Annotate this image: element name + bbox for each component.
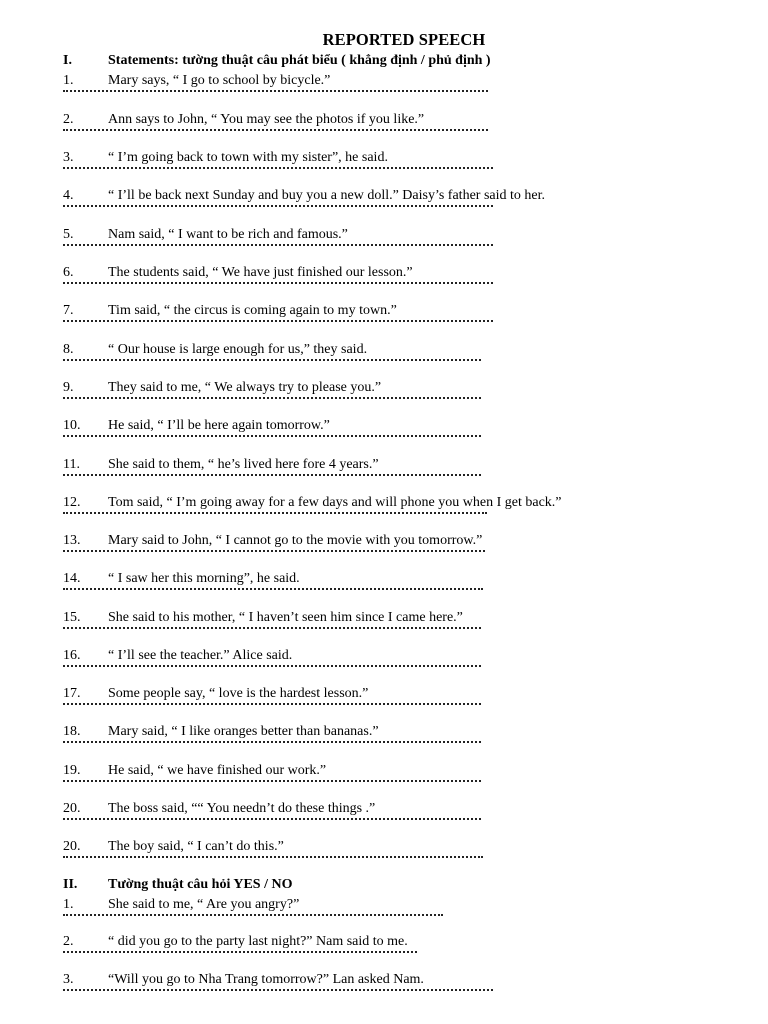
answer-line[interactable]: [63, 587, 483, 590]
exercise-sentence: Tom said, “ I’m going away for a few days and will phone you when I get back.”: [108, 495, 562, 510]
exercise-sentence: The boy said, “ I can’t do this.”: [108, 839, 284, 854]
exercise-number: 1.: [63, 73, 74, 88]
exercise-number: 8.: [63, 342, 74, 357]
section-heading-statements: [63, 51, 723, 71]
exercise-item: [63, 799, 723, 837]
exercise-item: [63, 932, 723, 970]
answer-line[interactable]: [63, 950, 417, 953]
exercise-number: 2.: [63, 934, 74, 949]
exercise-number: 7.: [63, 303, 74, 318]
exercise-item: [63, 416, 723, 454]
exercise-sentence: The boss said, ““ You needn’t do these things .”: [108, 801, 376, 816]
exercise-number: 1.: [63, 897, 74, 912]
exercise-item: [63, 895, 723, 933]
exercise-item: [63, 608, 723, 646]
exercise-sentence: “ Our house is large enough for us,” they said.: [108, 342, 368, 357]
exercise-sentence: Tim said, “ the circus is coming again to my town.”: [108, 303, 397, 318]
exercise-number: 6.: [63, 265, 74, 280]
exercise-number: 18.: [63, 724, 81, 739]
answer-line[interactable]: [63, 626, 481, 629]
section-number: I.: [63, 53, 72, 68]
answer-line[interactable]: [63, 128, 488, 131]
answer-line[interactable]: [63, 396, 481, 399]
exercise-sentence: They said to me, “ We always try to please you.”: [108, 380, 382, 395]
answer-line[interactable]: [63, 664, 481, 667]
exercise-sentence: Mary said, “ I like oranges better than bananas.”: [108, 724, 379, 739]
section-title: Statements: tường thuật câu phát biểu ( khẳng định / phủ định ): [108, 53, 491, 68]
exercise-sentence: She said to his mother, “ I haven’t seen him since I came here.”: [108, 610, 463, 625]
exercise-number: 3.: [63, 150, 74, 165]
exercise-sentence: “ I saw her this morning”, he said.: [108, 571, 300, 586]
answer-line[interactable]: [63, 702, 481, 705]
exercise-sentence: Mary says, “ I go to school by bicycle.”: [108, 73, 331, 88]
exercise-item: [63, 761, 723, 799]
exercise-sentence: Ann says to John, “ You may see the photos if you like.”: [108, 112, 425, 127]
exercise-item: [63, 301, 723, 339]
answer-line[interactable]: [63, 740, 481, 743]
exercise-number: 12.: [63, 495, 81, 510]
answer-line[interactable]: [63, 511, 487, 514]
exercise-number: 9.: [63, 380, 74, 395]
exercise-number: 20.: [63, 839, 81, 854]
exercise-item: [63, 970, 723, 1008]
section-heading-yes-no-questions: [63, 875, 723, 895]
exercise-sentence: “ I’m going back to town with my sister”, he said.: [108, 150, 388, 165]
exercise-number: 5.: [63, 227, 74, 242]
exercise-item: [63, 263, 723, 301]
exercise-item: [63, 340, 723, 378]
exercise-sentence: Some people say, “ love is the hardest lesson.”: [108, 686, 369, 701]
answer-line[interactable]: [63, 473, 481, 476]
answer-line[interactable]: [63, 243, 493, 246]
answer-line[interactable]: [63, 319, 493, 322]
exercise-item: [63, 493, 723, 531]
answer-line[interactable]: [63, 855, 483, 858]
exercise-item: [63, 378, 723, 416]
exercise-number: 2.: [63, 112, 74, 127]
exercise-number: 13.: [63, 533, 81, 548]
exercise-number: 3.: [63, 972, 74, 987]
exercise-sentence: “ I’ll be back next Sunday and buy you a new doll.” Daisy’s father said to her.: [108, 188, 545, 203]
exercise-item: [63, 71, 723, 109]
exercise-item: [63, 455, 723, 493]
answer-line[interactable]: [63, 166, 493, 169]
exercise-sentence: The students said, “ We have just finished our lesson.”: [108, 265, 413, 280]
exercise-item: [63, 722, 723, 760]
exercise-sentence: She said to them, “ he’s lived here fore 4 years.”: [108, 457, 379, 472]
answer-line[interactable]: [63, 549, 485, 552]
exercise-sentence: “Will you go to Nha Trang tomorrow?” Lan asked Nam.: [108, 972, 424, 987]
answer-line[interactable]: [63, 358, 481, 361]
exercise-number: 19.: [63, 763, 81, 778]
answer-line[interactable]: [63, 434, 481, 437]
answer-line[interactable]: [63, 89, 488, 92]
answer-line[interactable]: [63, 204, 493, 207]
answer-line[interactable]: [63, 817, 481, 820]
answer-line[interactable]: [63, 913, 443, 916]
exercise-number: 20.: [63, 801, 81, 816]
exercise-item: [63, 569, 723, 607]
exercise-number: 10.: [63, 418, 81, 433]
exercise-number: 15.: [63, 610, 81, 625]
answer-line[interactable]: [63, 988, 493, 991]
exercise-item: [63, 186, 723, 224]
exercise-number: 17.: [63, 686, 81, 701]
exercise-sentence: Nam said, “ I want to be rich and famous.”: [108, 227, 348, 242]
exercise-item: [63, 225, 723, 263]
exercise-sentence: Mary said to John, “ I cannot go to the movie with you tomorrow.”: [108, 533, 483, 548]
exercise-sentence: “ I’ll see the teacher.” Alice said.: [108, 648, 293, 663]
exercise-item: [63, 531, 723, 569]
exercise-sentence: He said, “ I’ll be here again tomorrow.”: [108, 418, 330, 433]
exercise-number: 11.: [63, 457, 80, 472]
section-number: II.: [63, 877, 78, 892]
exercise-sentence: “ did you go to the party last night?” Nam said to me.: [108, 934, 408, 949]
exercise-item: [63, 837, 723, 875]
exercise-sentence: He said, “ we have finished our work.”: [108, 763, 327, 778]
exercise-item: [63, 110, 723, 148]
answer-line[interactable]: [63, 281, 493, 284]
exercise-sentence: She said to me, “ Are you angry?”: [108, 897, 300, 912]
answer-line[interactable]: [63, 779, 481, 782]
exercise-number: 16.: [63, 648, 81, 663]
section-title: Tường thuật câu hỏi YES / NO: [108, 877, 293, 892]
exercise-item: [63, 148, 723, 186]
exercise-item: [63, 646, 723, 684]
exercise-item: [63, 684, 723, 722]
page-title: REPORTED SPEECH: [322, 30, 486, 49]
exercise-number: 4.: [63, 188, 74, 203]
exercise-number: 14.: [63, 571, 81, 586]
